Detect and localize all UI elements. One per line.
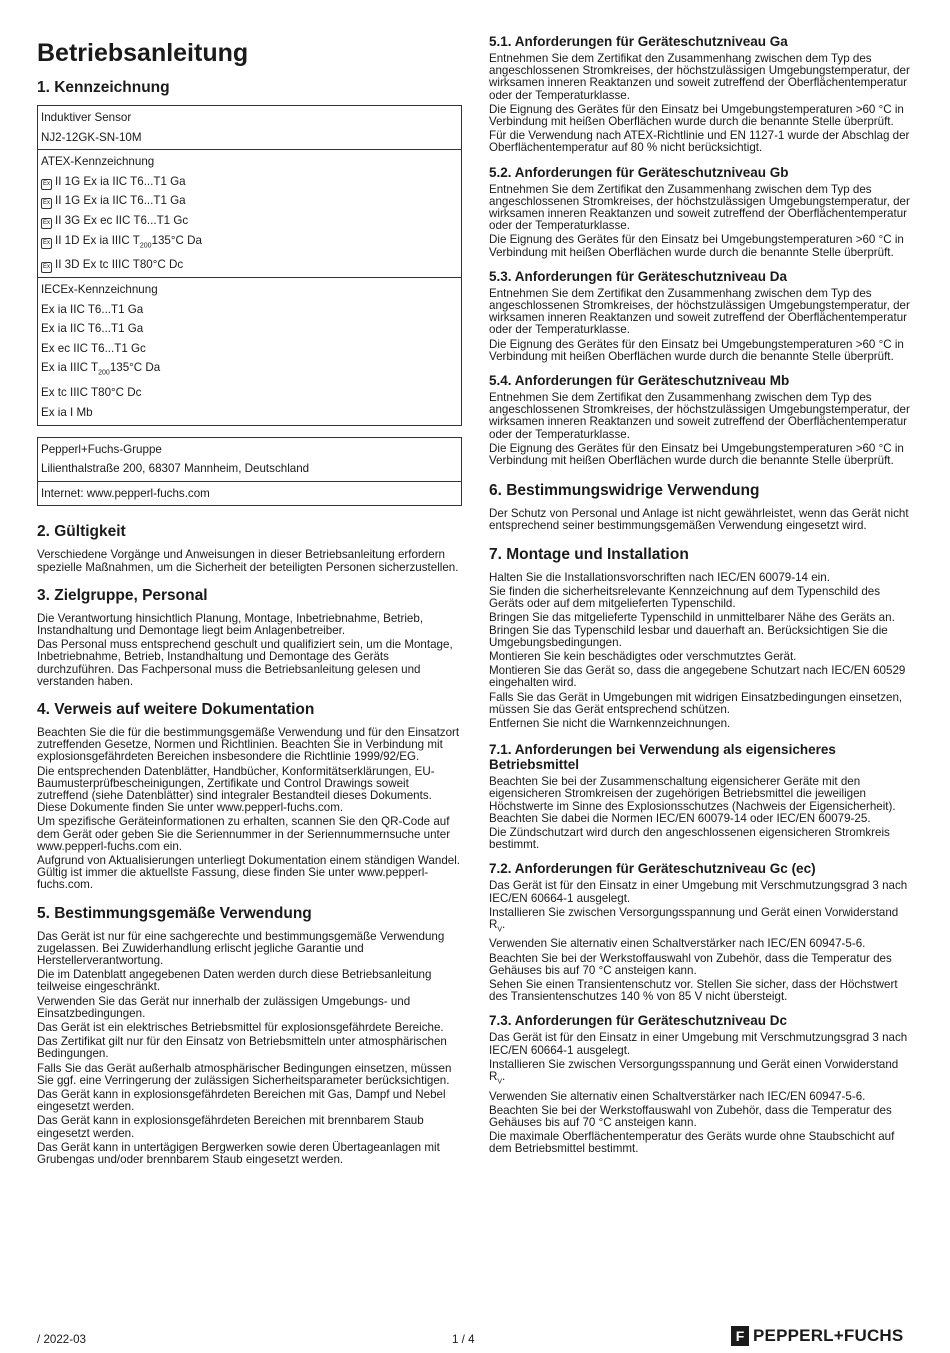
sensor-label: Induktiver Sensor xyxy=(41,111,132,124)
section-misuse xyxy=(489,481,914,532)
section-validity xyxy=(37,522,462,573)
paragraph: Die maximale Oberflächentemperatur des Geräts wurde ohne Staubschicht auf dem Betriebsmittel bestimmt. xyxy=(489,1130,895,1156)
paragraph: Das Personal muss entsprechend geschult und qualifiziert sein, um die Montage, Inbetriebnahme, Betrieb, Instandhaltung und Demontage des Geräts durchzuführen. Das Fachpersonal muss die Betriebsanleitung gelesen und verstanden haben. xyxy=(37,638,453,688)
paragraph: Um spezifische Geräteinformationen zu erhalten, scannen Sie den QR-Code auf dem Gerät oder geben Sie die Seriennummer in der Seriennummernsuche unter www.pepperl-fuchs.com ein. xyxy=(37,815,451,853)
paragraph: Entnehmen Sie dem Zertifikat den Zusammenhang zwischen dem Typ des angeschlossenen Stromkreises, der höchstzulässigen Umgebungstemperatur, der wirksamen inneren Reaktanzen und soweit zutreffend der Oberflächentemperatur oder der Temperaturklasse. xyxy=(489,52,910,102)
paragraph: Verschiedene Vorgänge und Anweisungen in dieser Betriebsanleitung erfordern spezielle Maßnahmen, um die Sicherheit der beteiligten Personen sicherzustellen. xyxy=(37,548,459,574)
paragraph: Verwenden Sie alternativ einen Schaltverstärker nach IEC/EN 60947-5-6. xyxy=(489,937,866,951)
paragraph: Die Zündschutzart wird durch den angeschlossenen eigensicheren Stromkreis bestimmt. xyxy=(489,825,890,852)
section-heading: 3. Zielgruppe, Personal xyxy=(37,586,208,604)
subsection-heading: 7.1. Anforderungen bei Verwendung als eigensicheres Betriebsmittel xyxy=(489,742,836,773)
paragraph: Das Gerät ist nur für eine sachgerechte und bestimmungsgemäße Verwendung zugelassen. Bei Zuwiderhandlung erlischt jegliche Garantie und Herstellerverantwortung. xyxy=(37,929,445,967)
marking-line xyxy=(40,255,459,275)
paragraph: Die Eignung des Gerätes für den Einsatz bei Umgebungstemperaturen >60 °C in Verbindung mit heißen Oberflächen wurde durch die benannte Stelle überprüft. xyxy=(489,102,904,129)
marking-text: Ex ia IIC T6...T1 Ga xyxy=(41,302,144,316)
company-address: Lilienthalstraße 200, 68307 Mannheim, Deutschland xyxy=(41,462,310,476)
page-number: 1 / 4 xyxy=(452,1333,475,1346)
paragraph: Das Zertifikat gilt nur für den Einsatz von Betriebsmitteln unter atmosphärischen Bedingungen. xyxy=(37,1035,447,1061)
paragraph: Das Gerät ist für den Einsatz in einer Umgebung mit Verschmutzungsgrad 3 nach IEC/EN 60664-1 ausgelegt. xyxy=(489,1031,908,1057)
ex-symbol-icon: Ex xyxy=(41,238,52,249)
ex-symbol-icon: Ex xyxy=(41,179,52,190)
section-intrinsic-safety xyxy=(489,742,914,851)
paragraph-list xyxy=(489,938,914,1003)
paragraph: Montieren Sie das Gerät so, dass die angegebene Schutzart nach IEC/EN 60529 eingehalten wird. xyxy=(489,664,906,690)
atex-label: ATEX-Kennzeichnung xyxy=(41,155,155,169)
iecex-group xyxy=(38,278,461,424)
section-intended-use xyxy=(37,904,462,1167)
subsection-heading: 7.3. Anforderungen für Geräteschutzniveau Dc xyxy=(489,1013,788,1029)
paragraph: Der Schutz von Personal und Anlage ist nicht gewährleistet, wenn das Gerät nicht entsprechend seiner bestimmungsgemäßen Verwendung eingesetzt wird. xyxy=(489,507,909,533)
paragraph: Das Gerät kann in explosionsgefährdeten Bereichen mit Gas, Dampf und Nebel eingesetzt werden. xyxy=(37,1088,446,1114)
paragraph: Die im Datenblatt angegebenen Daten werden durch diese Betriebsanleitung teilweise eingeschränkt. xyxy=(37,968,432,994)
paragraph: Die Verantwortung hinsichtlich Planung, Montage, Inbetriebnahme, Betrieb, Instandhaltung und Demontage liegt beim Anlagenbetreiber. xyxy=(37,611,424,637)
document-date: / 2022-03 xyxy=(37,1333,86,1346)
marking-line xyxy=(40,339,459,359)
marking-line xyxy=(40,383,459,403)
marking-text: Ex ia IIC T6...T1 Ga xyxy=(41,322,144,336)
section-dc xyxy=(489,1013,914,1155)
paragraph: Bringen Sie das mitgelieferte Typenschild in unmittelbarer Nähe des Geräts an. Bringen Sie das Typenschild lesbar und dauerhaft an. Berücksichtigen Sie die Umgebungsbedingungen. xyxy=(489,611,895,649)
section-heading: 2. Gültigkeit xyxy=(37,523,126,541)
subsection-heading: 7.2. Anforderungen für Geräteschutzniveau Gc (ec) xyxy=(489,861,816,877)
paragraph: Beachten Sie bei der Werkstoffauswahl von Zubehör, dass die Temperatur des Gehäuses bis auf 70 °C ansteigen kann. xyxy=(489,951,892,977)
marking-text: Ex ec IIC T6...T1 Gc xyxy=(41,341,146,355)
marking-text: II 1G Ex ia IIC T6...T1 Ga xyxy=(55,174,186,188)
company-name: Pepperl+Fuchs-Gruppe xyxy=(41,442,162,456)
section-target-group xyxy=(37,586,462,688)
section-heading: 5. Bestimmungsgemäße Verwendung xyxy=(37,904,312,922)
section-mb xyxy=(489,373,914,467)
logo-text: PEPPERL+FUCHS xyxy=(753,1326,904,1345)
marking-text: II 3D Ex tc IIIC T80°C Dc xyxy=(55,258,184,272)
marking-line xyxy=(40,403,459,423)
subsection-heading: 5.3. Anforderungen für Geräteschutzniveau Da xyxy=(489,268,788,284)
paragraph: Die Eignung des Gerätes für den Einsatz bei Umgebungstemperaturen >60 °C in Verbindung mit heißen Oberflächen wurde durch die benannte Stelle überprüft. xyxy=(489,337,904,363)
subsection-heading: 5.1. Anforderungen für Geräteschutzniveau Ga xyxy=(489,34,788,49)
marking-text: 135°C Da xyxy=(151,233,202,247)
company-logo xyxy=(731,1325,903,1347)
paragraph: Das Gerät ist für den Einsatz in einer Umgebung mit Verschmutzungsgrad 3 nach IEC/EN 60664-1 ausgelegt. xyxy=(489,879,908,905)
paragraph xyxy=(489,907,914,937)
paragraph: Die entsprechenden Datenblätter, Handbücher, Konformitätserklärungen, EU-Baumusterprüfbescheinigungen, Zertifikate und Control Drawings soweit zutreffend (siehe Datenblätter) sind integraler Bestandteil dieses Dokuments. Diese Dokumente finden Sie unter www.pepperl-fuchs.com. xyxy=(37,764,435,815)
paragraph-list xyxy=(489,1091,914,1156)
atex-list xyxy=(40,172,459,275)
marking-text: II 3G Ex ec IIC T6...T1 Gc xyxy=(55,213,189,227)
text: Installieren Sie zwischen Versorgungsspannung und Gerät einen Vorwiderstand R xyxy=(489,1057,899,1084)
paragraph: Montieren Sie kein beschädigtes oder verschmutztes Gerät. xyxy=(489,649,797,663)
paragraph: Verwenden Sie das Gerät nur innerhalb der zulässigen Umgebungs- und Einsatzbedingungen. xyxy=(37,994,411,1020)
ex-symbol-icon: Ex xyxy=(41,218,52,229)
marking-text: Ex tc IIIC T80°C Dc xyxy=(41,386,142,400)
company-internet: Internet: www.pepperl-fuchs.com xyxy=(41,486,210,500)
marking-line xyxy=(40,358,459,383)
paragraph: Sehen Sie einen Transientenschutz vor. Stellen Sie sicher, dass der Höchstwert des Transientenschutzes 140 % von 85 V nicht übersteigt. xyxy=(489,978,898,1004)
paragraph: Halten Sie die Installationsvorschriften nach IEC/EN 60079-14 ein. xyxy=(489,570,830,584)
company-group xyxy=(38,438,461,482)
paragraph: Sie finden die sicherheitsrelevante Kennzeichnung auf dem Typenschild des Geräts oder auf dem mitgelieferten Typenschild. xyxy=(489,584,881,611)
subscript: V xyxy=(497,926,503,934)
section-da xyxy=(489,269,914,363)
company-table xyxy=(37,437,462,507)
section-heading: 4. Verweis auf weitere Dokumentation xyxy=(37,700,315,718)
marking-subscript: 200 xyxy=(98,369,110,377)
ex-symbol-icon: Ex xyxy=(41,262,52,273)
paragraph: Entnehmen Sie dem Zertifikat den Zusammenhang zwischen dem Typ des angeschlossenen Stromkreises, der höchstzulässigen Umgebungstemperatur, der wirksamen inneren Reaktanzen und soweit zutreffend der Oberflächentemperatur oder der Temperaturklasse. xyxy=(489,182,910,233)
paragraph: Entfernen Sie nicht die Warnkennzeichnungen. xyxy=(489,716,731,730)
paragraph: Entnehmen Sie dem Zertifikat den Zusammenhang zwischen dem Typ des angeschlossenen Stromkreises, der höchstzulässigen Umgebungstemperatur, der wirksamen inneren Reaktanzen und soweit zutreffend der Oberflächentemperatur oder der Temperaturklasse. xyxy=(489,286,910,337)
paragraph: Beachten Sie die für die bestimmungsgemäße Verwendung und für den Einsatzort zutreffenden Gesetze, Normen und Richtlinien. Beachten Sie in Verbindung mit explosionsgefährdeten Bereichen insbesondere die Richtlinie 1999/92/EG. xyxy=(37,725,460,764)
text: Installieren Sie zwischen Versorgungsspannung und Gerät einen Vorwiderstand R xyxy=(489,905,899,931)
paragraph: Falls Sie das Gerät in Umgebungen mit widrigen Einsatzbedingungen einsetzen, müssen Sie das Gerät entsprechend schützen. xyxy=(489,690,903,716)
paragraph: Für die Verwendung nach ATEX-Richtlinie und EN 1127-1 wurde der Abschlag der Oberflächentemperatur auf 80 % nicht berücksichtigt. xyxy=(489,129,910,155)
paragraph: Beachten Sie bei der Werkstoffauswahl von Zubehör, dass die Temperatur des Gehäuses bis auf 70 °C ansteigen kann. xyxy=(489,1103,892,1130)
right-column xyxy=(489,34,914,1166)
section-mounting xyxy=(489,545,914,730)
paragraph: Beachten Sie bei der Zusammenschaltung eigensicherer Geräte mit den eigensicheren Stromkreisen der zugehörigen Betriebsmittel die jeweiligen Höchstwerte im Sinne des Explosionsschutzes (Nachweis der Eigensicherheit). Beachten Sie dabei die Normen IEC/EN 60079-14 oder IEC/EN 60079-25. xyxy=(489,775,896,825)
section-ga xyxy=(489,34,914,155)
marking-line xyxy=(40,231,459,256)
paragraph xyxy=(489,1059,914,1089)
paragraph: Die Eignung des Gerätes für den Einsatz bei Umgebungstemperaturen >60 °C in Verbindung mit heißen Oberflächen wurde durch die benannte Stelle überprüft. xyxy=(489,441,904,468)
marking-line xyxy=(40,300,459,320)
section-heading: 6. Bestimmungswidrige Verwendung xyxy=(489,482,760,500)
section-heading: 1. Kennzeichnung xyxy=(37,79,170,96)
iecex-list xyxy=(40,300,459,423)
paragraph: Verwenden Sie alternativ einen Schaltverstärker nach IEC/EN 60947-5-6. xyxy=(489,1089,866,1103)
marking-line xyxy=(40,191,459,211)
paragraph: Das Gerät kann in explosionsgefährdeten Bereichen mit brennbarem Staub eingesetzt werden. xyxy=(37,1114,424,1140)
section-gb xyxy=(489,165,914,259)
subscript: V xyxy=(497,1078,503,1086)
iecex-label: IECEx-Kennzeichnung xyxy=(41,283,158,297)
ex-symbol-icon: Ex xyxy=(41,198,52,209)
paragraph: Das Gerät kann in untertägigen Bergwerken sowie deren Übertageanlagen mit Grubengas und/oder brennbarem Staub eingesetzt werden. xyxy=(37,1140,440,1167)
marking-text: 135°C Da xyxy=(109,361,161,375)
internet-group xyxy=(38,482,461,506)
sensor-group xyxy=(38,106,461,150)
marking-line xyxy=(40,172,459,192)
marking-text: II 1D Ex ia IIIC T xyxy=(55,233,140,247)
section-further-documentation xyxy=(37,700,462,892)
paragraph: Falls Sie das Gerät außerhalb atmosphärischer Bedingungen einsetzen, müssen Sie ggf. eine Verringerung der zulässigen Sicherheitsparameter berücksichtigen. xyxy=(37,1061,452,1087)
text: . xyxy=(502,1070,506,1084)
marking-table xyxy=(37,105,462,426)
atex-group xyxy=(38,150,461,278)
marking-line xyxy=(40,319,459,339)
subsection-heading: 5.4. Anforderungen für Geräteschutzniveau Mb xyxy=(489,373,790,389)
paragraph: Entnehmen Sie dem Zertifikat den Zusammenhang zwischen dem Typ des angeschlossenen Stromkreises, der höchstzulässigen Umgebungstemperatur, der wirksamen inneren Reaktanzen und soweit zutreffend der Oberflächentemperatur oder der Temperaturklasse. xyxy=(489,391,910,441)
logo-mark-icon: F xyxy=(731,1326,749,1346)
paragraph: Aufgrund von Aktualisierungen unterliegt Dokumentation einem ständigen Wandel. Gültig ist immer die aktuellste Fassung, diese finden Sie unter www.pepperl-fuchs.com. xyxy=(37,853,461,892)
paragraph: Das Gerät ist ein elektrisches Betriebsmittel für explosionsgefährdete Bereiche. xyxy=(37,1021,444,1034)
section-gc xyxy=(489,861,914,1003)
paragraph: Die Eignung des Gerätes für den Einsatz bei Umgebungstemperaturen >60 °C in Verbindung mit heißen Oberflächen wurde durch die benannte Stelle überprüft. xyxy=(489,233,904,259)
marking-text: Ex ia I Mb xyxy=(41,405,93,419)
marking-text: Ex ia IIIC T xyxy=(41,361,99,375)
sensor-model: NJ2-12GK-SN-10M xyxy=(41,130,142,144)
marking-subscript: 200 xyxy=(139,241,152,249)
page-footer xyxy=(37,1325,917,1349)
subsection-heading: 5.2. Anforderungen für Geräteschutzniveau Gb xyxy=(489,164,789,180)
page-title: Betriebsanleitung xyxy=(37,39,249,67)
text: . xyxy=(502,917,506,931)
left-column xyxy=(37,34,462,1178)
marking-text: II 1G Ex ia IIC T6...T1 Ga xyxy=(55,194,186,208)
section-heading: 7. Montage und Installation xyxy=(489,545,689,563)
marking-line xyxy=(40,211,459,231)
